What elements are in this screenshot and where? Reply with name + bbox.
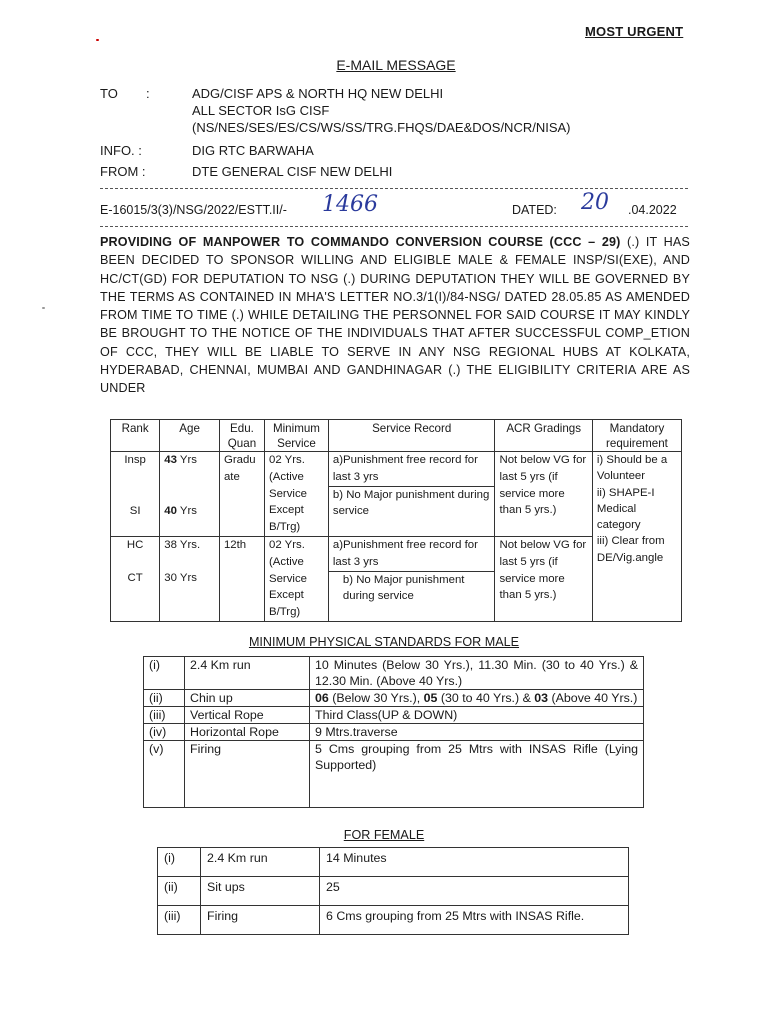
table-header: Minimum Service <box>265 420 329 452</box>
row-number: (ii) <box>158 877 201 906</box>
date-suffix: .04.2022 <box>628 203 677 217</box>
age-cell <box>160 537 220 622</box>
acr-cell: Not below VG for last 5 yrs (if service more than 5 yrs.) <box>495 537 592 622</box>
stray-mark <box>96 39 99 41</box>
message-title <box>0 57 768 73</box>
handwritten-number: 1466 <box>322 192 378 217</box>
row-number: (v) <box>144 741 185 808</box>
table-row <box>144 690 644 707</box>
edu-cell: Gradu ate <box>219 452 264 537</box>
row-number: (iv) <box>144 724 185 741</box>
mandatory-item: ii) SHAPE-I Medical category <box>596 486 655 532</box>
to-block <box>100 86 700 136</box>
female-standards-title: FOR FEMALE <box>343 828 425 842</box>
file-number: E-16015/3(3)/NSG/2022/ESTT.II/- <box>100 203 287 217</box>
standard-text: Third Class(UP & DOWN) <box>310 707 644 724</box>
rank-si: SI <box>129 504 141 517</box>
rank-cell <box>111 537 160 622</box>
info-value: DIG RTC BARWAHA <box>192 143 314 158</box>
table-header-row <box>111 420 682 452</box>
mandatory-item: i) Should be a Volunteer <box>596 454 668 483</box>
mandatory-item: iii) Clear from DE/Vig.angle <box>596 535 665 564</box>
test-name: Firing <box>185 741 310 808</box>
record-b: b) No Major punishment during service <box>332 488 490 518</box>
info-label: INFO. : <box>100 143 142 158</box>
to-label: TO <box>100 86 118 101</box>
row-number: (i) <box>144 657 185 690</box>
message-title-text: E-MAIL MESSAGE <box>336 57 456 73</box>
age-cell <box>160 452 220 537</box>
table-header: ACR Gradings <box>495 420 592 452</box>
standard-text: 10 Minutes (Below 30 Yrs.), 11.30 Min. (30 to 40 Yrs.) & 12.30 Min. (Above 40 Yrs.) <box>310 657 644 690</box>
table-header: Rank <box>111 420 160 452</box>
message-body <box>100 233 690 398</box>
to-line: (NS/NES/SES/ES/CS/WS/SS/TRG.FHQS/DAE&DOS/NCR/NISA) <box>192 120 571 135</box>
test-name: Horizontal Rope <box>185 724 310 741</box>
subject-text: PROVIDING OF MANPOWER TO COMMANDO CONVERSION COURSE (CCC – 29) <box>100 235 621 249</box>
service-cell: 02 Yrs. (Active Service Except B/Trg) <box>265 452 329 537</box>
body-text: (.) IT HAS BEEN DECIDED TO SPONSOR WILLING AND ELIGIBLE MALE & FEMALE INSP/SI(EXE), AND HC/CT(GD) FOR DEPUTATION TO NSG (.) DURING DEPUTATION THEY WILL BE GOVERNED BY THE TERMS AS CONTAINED IN MHA'S LETTER NO.3/1(I)/84-NSG/ DATED 28.05.85 AS AMENDED FROM TIME TO TIME (.) WHILE DETAILING THE PERSONNEL FOR SAID COURSE IT MAY KINDLY BE BROUGHT TO THE NOTICE OF THE INDIVIDUALS THAT AFTER SUCCESSFUL COMP_ETION OF CCC, THEY WILL BE LIABLE TO SERVE IN ANY NSG REGIONAL HUBS AT KOLKATA, HYDERABAD, CHENNAI, MUMBAI AND GANDHINAGAR (.) THE ELIGIBILITY CRITERIA ARE AS UNDER <box>100 235 690 396</box>
row-number: (ii) <box>144 690 185 707</box>
table-row <box>158 906 629 935</box>
from-value: DTE GENERAL CISF NEW DELHI <box>192 164 393 179</box>
rank-insp: Insp <box>124 454 146 466</box>
table-header: Age <box>160 420 220 452</box>
table-row <box>158 848 629 877</box>
dated-label: DATED: <box>512 203 557 217</box>
table-row <box>144 707 644 724</box>
record-cell <box>328 452 495 537</box>
test-name: 2.4 Km run <box>185 657 310 690</box>
age-ct: 30 Yrs <box>164 571 197 584</box>
table-row <box>144 741 644 808</box>
handwritten-day: 20 <box>581 190 609 215</box>
record-a: a)Punishment free record for last 3 yrs <box>329 537 495 572</box>
test-name: Vertical Rope <box>185 707 310 724</box>
stray-mark <box>42 307 45 309</box>
record-cell <box>328 537 495 622</box>
info-block <box>100 143 700 159</box>
age-hc: 38 Yrs. <box>164 539 201 551</box>
acr-cell: Not below VG for last 5 yrs (if service more than 5 yrs.) <box>495 452 592 537</box>
edu-cell: 12th <box>219 537 264 622</box>
row-number: (iii) <box>144 707 185 724</box>
divider <box>100 226 688 227</box>
table-header: Service Record <box>328 420 495 452</box>
from-label: FROM : <box>100 164 146 179</box>
female-standards-table <box>157 847 629 935</box>
test-name: Firing <box>201 906 320 935</box>
from-block <box>100 164 700 180</box>
rank-hc: HC <box>126 539 144 551</box>
to-colon: : <box>146 86 150 101</box>
to-line: ADG/CISF APS & NORTH HQ NEW DELHI <box>192 86 444 101</box>
table-header: Mandatory requirement <box>592 420 681 452</box>
male-standards-table <box>143 656 644 808</box>
table-header: Edu. Quan <box>219 420 264 452</box>
service-cell: 02 Yrs. (Active Service Except B/Trg) <box>265 537 329 622</box>
age-si: 40 Yrs <box>164 504 197 517</box>
eligibility-table <box>110 419 682 622</box>
standard-text: 9 Mtrs.traverse <box>310 724 644 741</box>
divider <box>100 188 688 189</box>
table-row <box>158 877 629 906</box>
row-number: (iii) <box>158 906 201 935</box>
age-insp: 43 Yrs <box>164 454 197 466</box>
record-b: b) No Major punishment during service <box>342 573 465 603</box>
rank-cell <box>111 452 160 537</box>
male-standards-title: MINIMUM PHYSICAL STANDARDS FOR MALE <box>248 635 520 649</box>
table-row <box>144 724 644 741</box>
urgency-label: MOST URGENT <box>585 24 684 39</box>
standard-text: 14 Minutes <box>320 848 629 877</box>
mandatory-cell <box>592 452 681 622</box>
to-line: ALL SECTOR IsG CISF <box>192 103 330 118</box>
standard-text: 5 Cms grouping from 25 Mtrs with INSAS Rifle (Lying Supported) <box>310 741 644 808</box>
table-row <box>144 657 644 690</box>
standard-text: 6 Cms grouping from 25 Mtrs with INSAS Rifle. <box>320 906 629 935</box>
row-number: (i) <box>158 848 201 877</box>
standard-text: 25 <box>320 877 629 906</box>
test-name: Sit ups <box>201 877 320 906</box>
standard-text: 06 (Below 30 Yrs.), 05 (30 to 40 Yrs.) & 03 (Above 40 Yrs.) <box>310 690 644 707</box>
test-name: Chin up <box>185 690 310 707</box>
record-a: a)Punishment free record for last 3 yrs <box>329 452 495 487</box>
test-name: 2.4 Km run <box>201 848 320 877</box>
rank-ct: CT <box>127 571 143 584</box>
table-row <box>111 452 682 537</box>
